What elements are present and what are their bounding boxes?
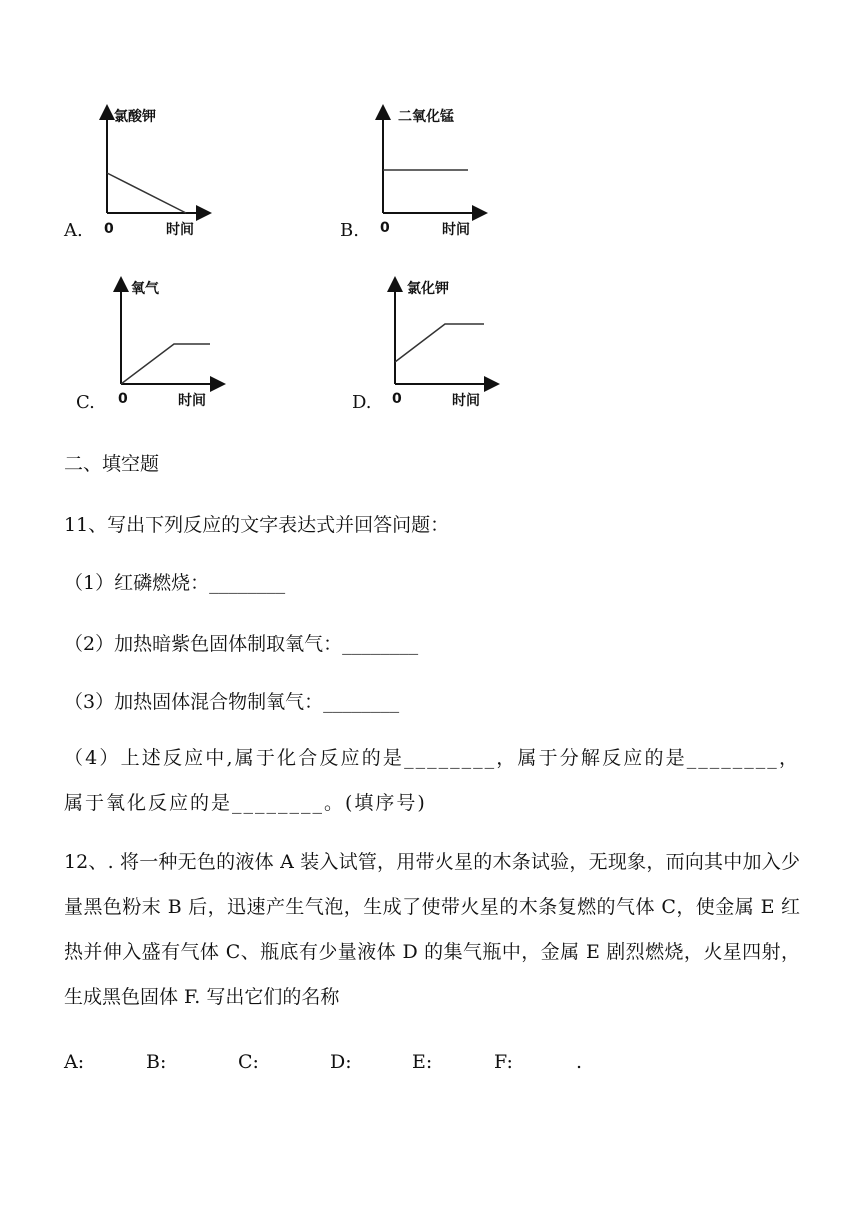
option-b-letter: B. [340, 220, 359, 241]
origin-label: 0 [392, 391, 402, 407]
y-axis-label: 氯化钾 [407, 281, 449, 297]
graph-b [366, 100, 496, 240]
q11-item-4-part3: ，属于氧化反应的是 [64, 747, 800, 814]
origin-label: 0 [118, 391, 128, 407]
answer-f-label: F: [494, 1051, 513, 1073]
curve-line [121, 344, 210, 384]
answer-e-label: E: [412, 1051, 433, 1073]
answer-a-label: A: [64, 1051, 85, 1073]
q11-item-4-part1: （4）上述反应中,属于化合反应的是 [64, 747, 405, 769]
x-axis-label: 时间 [452, 393, 480, 409]
answer-b-label: B: [146, 1051, 167, 1073]
q11-item-4-part4: 。(填序号) [324, 792, 427, 814]
q11-item-2 [64, 632, 418, 656]
answer-end-period: . [576, 1051, 583, 1073]
q11-item-3-label: （3）加热固体混合物制氧气： [64, 691, 324, 713]
x-axis-label: 时间 [178, 393, 206, 409]
q11-item-2-blank: ________ [342, 633, 419, 655]
q11-item-4-blank-1: ________ [404, 747, 497, 769]
q11-item-2-label: （2）加热暗紫色固体制取氧气： [64, 633, 343, 655]
graph-d [378, 272, 508, 412]
q12-text: 12、. 将一种无色的液体 A 装入试管，用带火星的木条试验，无现象，而向其中加入少量黑色粉末 B 后，迅速产生气泡，生成了使带火星的木条复燃的气体 C，使金属 E 红热并伸入盛有气体 C、瓶底有少量液体 D 的集气瓶中，金属 E 剧烈燃烧，火星四射，生成黑色固体 F. 写出它们的名称 [64, 851, 800, 1008]
option-d-letter: D. [352, 392, 372, 413]
y-axis-label: 氯酸钾 [114, 109, 156, 125]
q11-stem: 11、写出下列反应的文字表达式并回答问题： [64, 514, 450, 536]
y-axis-label: 氧气 [131, 281, 159, 297]
curve-line [395, 324, 484, 362]
q11-item-4 [64, 736, 800, 826]
origin-label: 0 [380, 220, 390, 236]
q11-item-4-blank-2: ________ [686, 747, 779, 769]
q11-item-3-blank: ________ [323, 691, 400, 713]
option-a-letter: A. [64, 220, 83, 241]
q11-item-4-blank-3: ________ [232, 792, 325, 814]
q11-item-3 [64, 690, 399, 714]
x-axis-label: 时间 [442, 222, 470, 238]
option-c-letter: C. [76, 392, 95, 413]
q11-item-1-label: （1）红磷燃烧： [64, 572, 210, 594]
origin-label: 0 [104, 221, 114, 237]
q11-item-1-blank: ________ [209, 572, 286, 594]
y-axis-label: 二氧化锰 [398, 109, 454, 125]
answer-c-label: C: [238, 1051, 259, 1073]
section-title: 二、填空题 [64, 453, 160, 475]
q11-item-4-part2: ，属于分解反应的是 [496, 747, 687, 769]
graph-c [104, 272, 234, 412]
curve-line [107, 173, 186, 213]
x-axis-label: 时间 [166, 222, 194, 238]
graph-a [90, 100, 220, 240]
answer-d-label: D: [330, 1051, 352, 1073]
q11-item-1 [64, 571, 285, 595]
